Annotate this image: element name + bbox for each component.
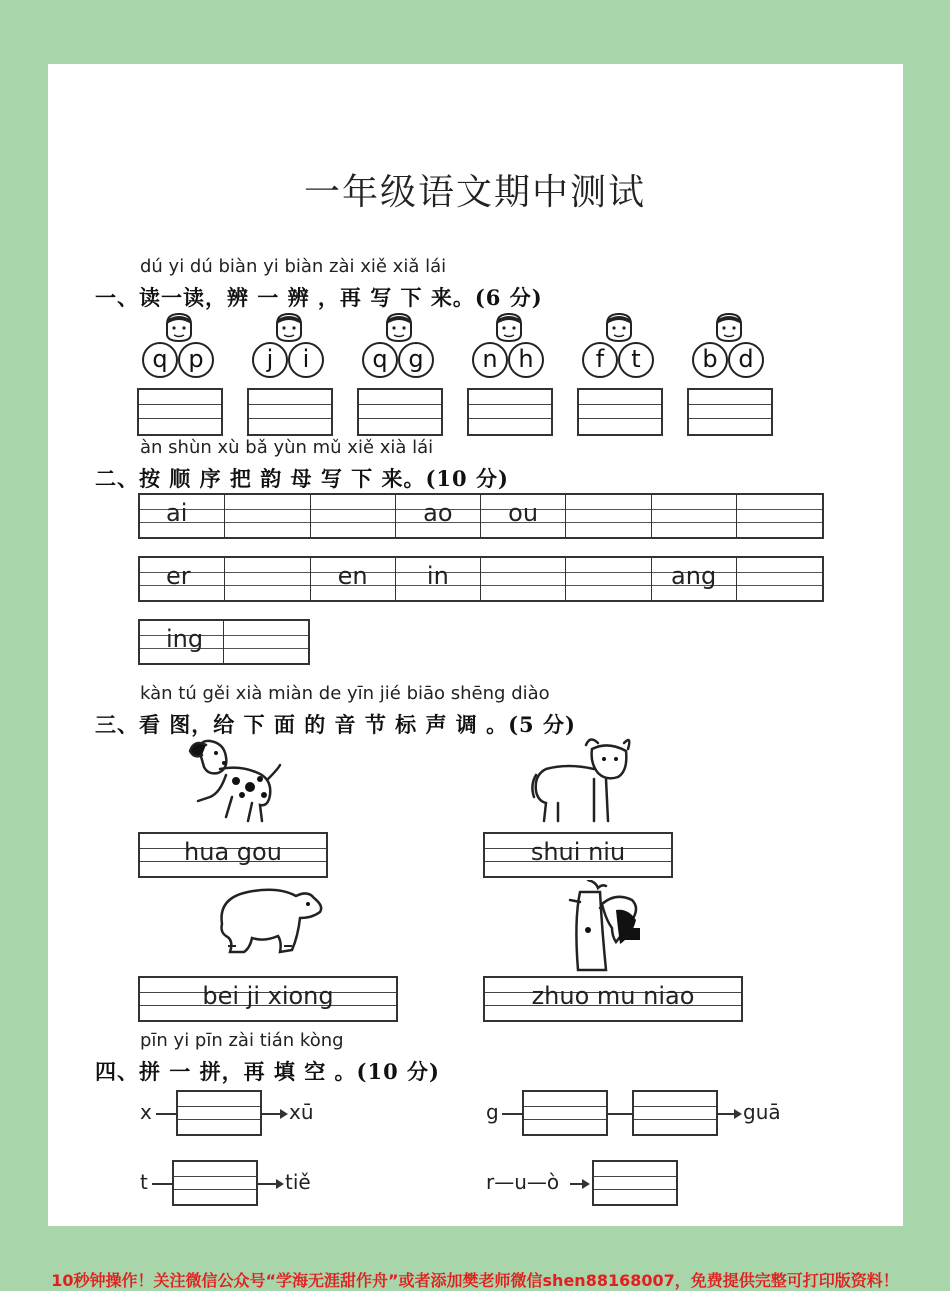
boy-face-icon bbox=[492, 312, 526, 342]
vowel-cell[interactable] bbox=[225, 495, 310, 537]
section1-pinyin: dú yi dú biàn yi biàn zài xiě xiǎ lái bbox=[140, 256, 447, 277]
letter-circle-right: g bbox=[398, 342, 434, 378]
arrow-right-icon bbox=[276, 1179, 284, 1189]
arrow-line bbox=[258, 1183, 276, 1185]
vowel-cell[interactable] bbox=[737, 558, 822, 600]
t-result-label: tiě bbox=[285, 1170, 311, 1194]
r-chain-label: r—u—ò bbox=[486, 1170, 560, 1194]
letter-circle-left: q bbox=[362, 342, 398, 378]
vowel-row-2 bbox=[138, 556, 824, 602]
pinyin-box-shui-niu[interactable] bbox=[483, 832, 673, 878]
section3-heading: 三、看 图，给 下 面 的 音 节 标 声 调 。(5 分) bbox=[95, 712, 576, 737]
vowel-text: er bbox=[166, 562, 191, 590]
writing-grid-5[interactable] bbox=[577, 388, 663, 436]
bear-picture bbox=[208, 880, 326, 960]
vowel-row-3 bbox=[138, 619, 310, 665]
vowel-cell bbox=[396, 495, 481, 537]
letter-pair bbox=[690, 312, 768, 396]
pinyin-bei-ji-xiong: bei ji xiong bbox=[202, 982, 334, 1010]
section3-pinyin: kàn tú gěi xià miàn de yīn jié biāo shēng diào bbox=[140, 683, 550, 704]
letter-circle-right: d bbox=[728, 342, 764, 378]
pinyin-zhuo-mu-niao: zhuo mu niao bbox=[531, 982, 695, 1010]
connector-line bbox=[156, 1113, 176, 1115]
vowel-text: en bbox=[337, 562, 368, 590]
letter-circle-left: n bbox=[472, 342, 508, 378]
buffalo-picture bbox=[528, 735, 636, 827]
letter-circle-left: j bbox=[252, 342, 288, 378]
vowel-cell bbox=[140, 495, 225, 537]
vowel-text: ao bbox=[423, 499, 453, 527]
vowel-cell bbox=[396, 558, 481, 600]
vowel-cell[interactable] bbox=[737, 495, 822, 537]
g-result-label: guā bbox=[743, 1100, 781, 1124]
letter-circle-left: f bbox=[582, 342, 618, 378]
writing-grid-3[interactable] bbox=[357, 388, 443, 436]
vowel-cell[interactable] bbox=[652, 495, 737, 537]
vowel-cell bbox=[140, 558, 225, 600]
footer-promo-text: 10秒钟操作！关注微信公众号“学海无涯甜作舟”或者添加樊老师微信shen88168007，免费提供完整可打印版资料！ bbox=[51, 1271, 899, 1290]
vowel-cell[interactable] bbox=[225, 558, 310, 600]
letter-pair bbox=[140, 312, 218, 396]
letter-circle-right: t bbox=[618, 342, 654, 378]
dog-picture bbox=[180, 735, 285, 827]
vowel-cell[interactable] bbox=[566, 558, 651, 600]
arrow-line bbox=[262, 1113, 280, 1115]
pinyin-box-hua-gou[interactable] bbox=[138, 832, 328, 878]
vowel-text: in bbox=[426, 562, 449, 590]
arrow-right-icon bbox=[280, 1109, 288, 1119]
connector-line bbox=[608, 1113, 632, 1115]
writing-grid-2[interactable] bbox=[247, 388, 333, 436]
vowel-cell[interactable] bbox=[481, 558, 566, 600]
arrow-right-icon bbox=[582, 1179, 590, 1189]
section2-heading: 二、按 顺 序 把 韵 母 写 下 来。(10 分) bbox=[95, 466, 509, 491]
vowel-text: ai bbox=[166, 499, 188, 527]
vowel-row-1 bbox=[138, 493, 824, 539]
letter-circle-right: i bbox=[288, 342, 324, 378]
connector-line bbox=[152, 1183, 172, 1185]
vowel-cell[interactable] bbox=[311, 495, 396, 537]
x-start-label: x bbox=[140, 1100, 152, 1124]
vowel-cell bbox=[481, 495, 566, 537]
vowel-cell bbox=[652, 558, 737, 600]
page-title: 一年级语文期中测试 bbox=[303, 172, 646, 213]
pinyin-shui-niu: shui niu bbox=[530, 838, 626, 866]
boy-face-icon bbox=[162, 312, 196, 342]
letter-pair bbox=[360, 312, 438, 396]
arrow-line bbox=[718, 1113, 734, 1115]
writing-grid-1[interactable] bbox=[137, 388, 223, 436]
vowel-text: ou bbox=[508, 499, 539, 527]
writing-grid-6[interactable] bbox=[687, 388, 773, 436]
vowel-cell[interactable] bbox=[224, 621, 308, 663]
letter-circle-right: h bbox=[508, 342, 544, 378]
section2-pinyin: àn shùn xù bǎ yùn mǔ xiě xià lái bbox=[140, 437, 434, 458]
letter-pair bbox=[580, 312, 658, 396]
letter-circle-left: b bbox=[692, 342, 728, 378]
fill-box-r[interactable] bbox=[592, 1160, 678, 1206]
pinyin-box-bei-ji-xiong[interactable] bbox=[138, 976, 398, 1022]
arrow-line bbox=[570, 1183, 582, 1185]
g-start-label: g bbox=[486, 1100, 499, 1124]
letter-circle-left: q bbox=[142, 342, 178, 378]
vowel-cell bbox=[311, 558, 396, 600]
letter-circle-right: p bbox=[178, 342, 214, 378]
writing-grid-4[interactable] bbox=[467, 388, 553, 436]
vowel-text: ang bbox=[671, 562, 717, 590]
vowel-cell bbox=[140, 621, 224, 663]
boy-face-icon bbox=[712, 312, 746, 342]
section1-heading: 一、读一读，辨 一 辨 ，再 写 下 来。(6 分) bbox=[95, 285, 543, 310]
woodpecker-picture bbox=[562, 880, 652, 972]
letter-pair bbox=[250, 312, 328, 396]
t-start-label: t bbox=[140, 1170, 148, 1194]
letter-pair bbox=[470, 312, 548, 396]
pinyin-box-zhuo-mu-niao[interactable] bbox=[483, 976, 743, 1022]
boy-face-icon bbox=[382, 312, 416, 342]
vowel-text: ing bbox=[166, 625, 204, 653]
section4-heading: 四、拼 一 拼，再 填 空 。(10 分) bbox=[95, 1059, 440, 1084]
fill-box-x[interactable] bbox=[176, 1090, 262, 1136]
boy-face-icon bbox=[272, 312, 306, 342]
pinyin-hua-gou: hua gou bbox=[184, 838, 282, 866]
boy-face-icon bbox=[602, 312, 636, 342]
fill-box-g-1[interactable] bbox=[522, 1090, 608, 1136]
fill-box-g-2[interactable] bbox=[632, 1090, 718, 1136]
arrow-right-icon bbox=[734, 1109, 742, 1119]
vowel-cell[interactable] bbox=[566, 495, 651, 537]
section4-pinyin: pīn yi pīn zài tián kòng bbox=[140, 1030, 344, 1051]
x-result-label: xū bbox=[289, 1100, 314, 1124]
fill-box-t[interactable] bbox=[172, 1160, 258, 1206]
connector-line bbox=[502, 1113, 522, 1115]
